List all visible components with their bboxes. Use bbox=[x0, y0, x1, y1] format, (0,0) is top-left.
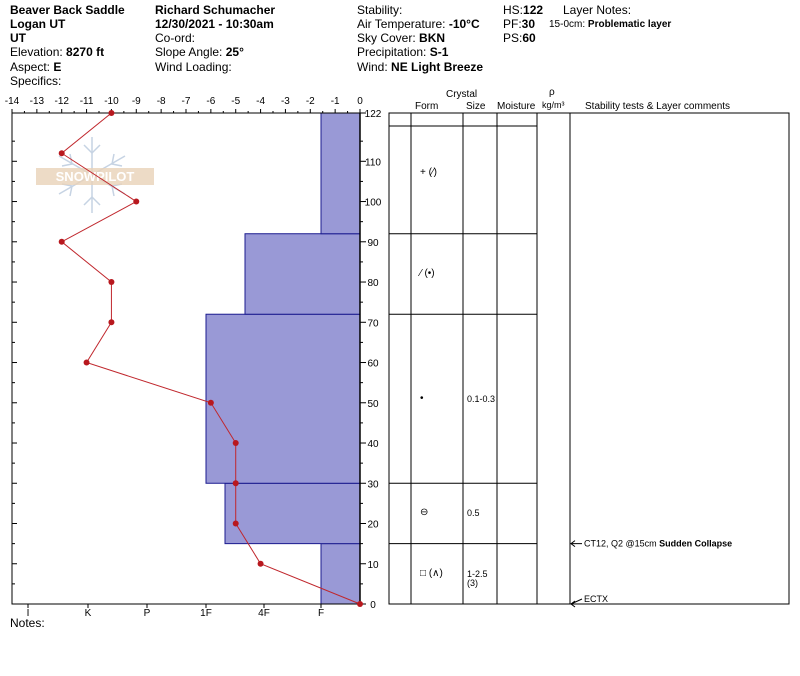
height-tick-label: 90 bbox=[367, 237, 379, 249]
air-temp-label: Air Temperature: bbox=[357, 17, 446, 31]
temp-tick-label: -6 bbox=[206, 96, 216, 107]
hs-label: HS: bbox=[503, 3, 524, 17]
temp-tick-label: -4 bbox=[256, 96, 266, 107]
temp-tick-label: -13 bbox=[29, 96, 45, 107]
hardness-bars bbox=[206, 113, 360, 604]
hs-value: 122 bbox=[523, 3, 544, 17]
specifics-label: Specifics: bbox=[10, 74, 62, 88]
hardness-tick-label: P bbox=[143, 608, 151, 619]
hardness-tick-label: 1F bbox=[200, 608, 212, 619]
wind-loading-label: Wind Loading: bbox=[155, 60, 232, 74]
height-tick-label: 60 bbox=[367, 358, 379, 370]
temp-tick-label: -9 bbox=[131, 96, 141, 107]
density-unit-header: kg/m³ bbox=[542, 100, 565, 110]
temperature-point bbox=[233, 521, 239, 527]
state-name: UT bbox=[10, 31, 26, 45]
layer-size: 0.1-0.3 bbox=[467, 393, 496, 404]
pf-value: 30 bbox=[521, 17, 536, 31]
layer-form: □ (∧) bbox=[420, 567, 443, 579]
wind-label: Wind: bbox=[357, 60, 388, 74]
stability-test-text bbox=[584, 594, 608, 604]
layer-size: 0.5 bbox=[467, 508, 480, 519]
height-tick-label: 40 bbox=[367, 439, 379, 451]
temp-tick-label: -5 bbox=[231, 96, 241, 107]
temperature-point bbox=[108, 319, 114, 325]
notes-label: Notes: bbox=[10, 616, 45, 630]
layer-form: + (⁄) bbox=[420, 167, 437, 179]
hardness-tick-label: 4F bbox=[258, 608, 270, 619]
temperature-point bbox=[258, 561, 264, 567]
stability-label: Stability: bbox=[357, 3, 403, 17]
layer-size-extra: (3) bbox=[467, 577, 478, 588]
rho-header: ρ bbox=[549, 87, 555, 98]
height-tick-label: 110 bbox=[365, 157, 381, 169]
wind-value: NE Light Breeze bbox=[391, 60, 484, 74]
hardness-bar bbox=[206, 314, 360, 483]
stability-test-text bbox=[584, 539, 732, 549]
temp-tick-label: -1 bbox=[330, 96, 340, 107]
layer-size: 1-2.5 bbox=[467, 568, 488, 579]
layer-table bbox=[389, 113, 789, 604]
layer-form: • bbox=[420, 392, 424, 404]
slope-label: Slope Angle: bbox=[155, 45, 223, 59]
temperature-point bbox=[357, 601, 363, 607]
height-tick-label: 122 bbox=[364, 109, 382, 120]
precip-value: S-1 bbox=[429, 45, 449, 59]
temp-tick-label: -8 bbox=[156, 96, 166, 107]
temp-tick-label: -11 bbox=[79, 96, 94, 107]
temperature-point bbox=[84, 360, 90, 366]
observation-datetime: 12/30/2021 - 10:30am bbox=[155, 17, 274, 31]
region-name: Logan UT bbox=[10, 17, 66, 31]
height-tick-label: 100 bbox=[364, 197, 382, 209]
hardness-axis bbox=[27, 604, 324, 619]
temp-tick-label: -3 bbox=[280, 96, 290, 107]
temp-tick-label: -10 bbox=[104, 96, 119, 107]
temperature-point bbox=[108, 279, 114, 285]
height-tick-label: 70 bbox=[367, 318, 379, 330]
size-header: Size bbox=[466, 101, 486, 112]
stability-test-result: CT12, Q2 @15cm bbox=[584, 538, 657, 549]
height-tick-label: 20 bbox=[367, 519, 379, 531]
temperature-point bbox=[208, 400, 214, 406]
temperature-point bbox=[59, 239, 65, 245]
stability-test-result: ECTX bbox=[584, 594, 609, 604]
precip-label: Precipitation: bbox=[357, 45, 427, 59]
height-tick-label: 50 bbox=[367, 398, 379, 410]
hardness-bar bbox=[225, 483, 360, 543]
pf-label: PF: bbox=[503, 17, 522, 31]
layer-note-text: Problematic layer bbox=[587, 19, 672, 30]
stability-header: Stability tests & Layer comments bbox=[585, 101, 731, 112]
temp-tick-label: -14 bbox=[4, 96, 20, 107]
hardness-tick-label: I bbox=[26, 608, 30, 619]
layer-form: ⊖ bbox=[420, 507, 429, 519]
layer-notes-label: Layer Notes: bbox=[563, 3, 632, 17]
sky-cover-value: BKN bbox=[419, 31, 446, 45]
moisture-header: Moisture bbox=[497, 101, 536, 112]
layer-form: ⁄ (•) bbox=[420, 267, 435, 279]
slope-value: 25° bbox=[225, 45, 244, 59]
temp-tick-label: -2 bbox=[305, 96, 315, 107]
hardness-tick-label: F bbox=[317, 608, 325, 619]
location-name: Beaver Back Saddle bbox=[10, 3, 125, 17]
aspect-label: Aspect: bbox=[10, 60, 51, 74]
height-tick-label: 30 bbox=[367, 479, 379, 491]
hardness-bar bbox=[321, 544, 360, 604]
hardness-tick-label: K bbox=[84, 608, 92, 619]
height-tick-label: 10 bbox=[367, 559, 379, 571]
temperature-point bbox=[233, 440, 239, 446]
aspect-value: E bbox=[53, 60, 62, 74]
temperature-point bbox=[108, 110, 114, 116]
ps-label: PS: bbox=[503, 31, 523, 45]
height-tick-label: 80 bbox=[367, 278, 379, 290]
height-tick-label: 0 bbox=[370, 600, 376, 611]
hardness-bar bbox=[321, 113, 360, 234]
temp-tick-label: 0 bbox=[357, 96, 363, 107]
watermark-text: SNOWPILOT bbox=[55, 169, 135, 184]
temp-tick-label: -12 bbox=[54, 96, 69, 107]
elevation-label: Elevation: bbox=[10, 45, 63, 59]
observer-name: Richard Schumacher bbox=[155, 3, 276, 17]
temperature-point bbox=[233, 480, 239, 486]
sky-cover-label: Sky Cover: bbox=[357, 31, 416, 45]
form-header: Form bbox=[415, 101, 439, 112]
temperature-point bbox=[133, 199, 139, 205]
table-border bbox=[389, 113, 789, 604]
stability-test-fracture: Sudden Collapse bbox=[656, 538, 733, 549]
stability-test-markers bbox=[571, 539, 732, 607]
hardness-bar bbox=[245, 234, 360, 314]
elevation-value: 8270 ft bbox=[66, 45, 105, 59]
temp-tick-label: -7 bbox=[181, 96, 191, 107]
coord-label: Co-ord: bbox=[155, 31, 196, 45]
temperature-point bbox=[59, 150, 65, 156]
air-temp-value: -10°C bbox=[448, 17, 480, 31]
crystal-header: Crystal bbox=[446, 89, 478, 100]
layer-note-range: 15-0cm: bbox=[549, 19, 586, 30]
temperature-axis bbox=[5, 96, 363, 113]
ps-value: 60 bbox=[522, 31, 536, 45]
